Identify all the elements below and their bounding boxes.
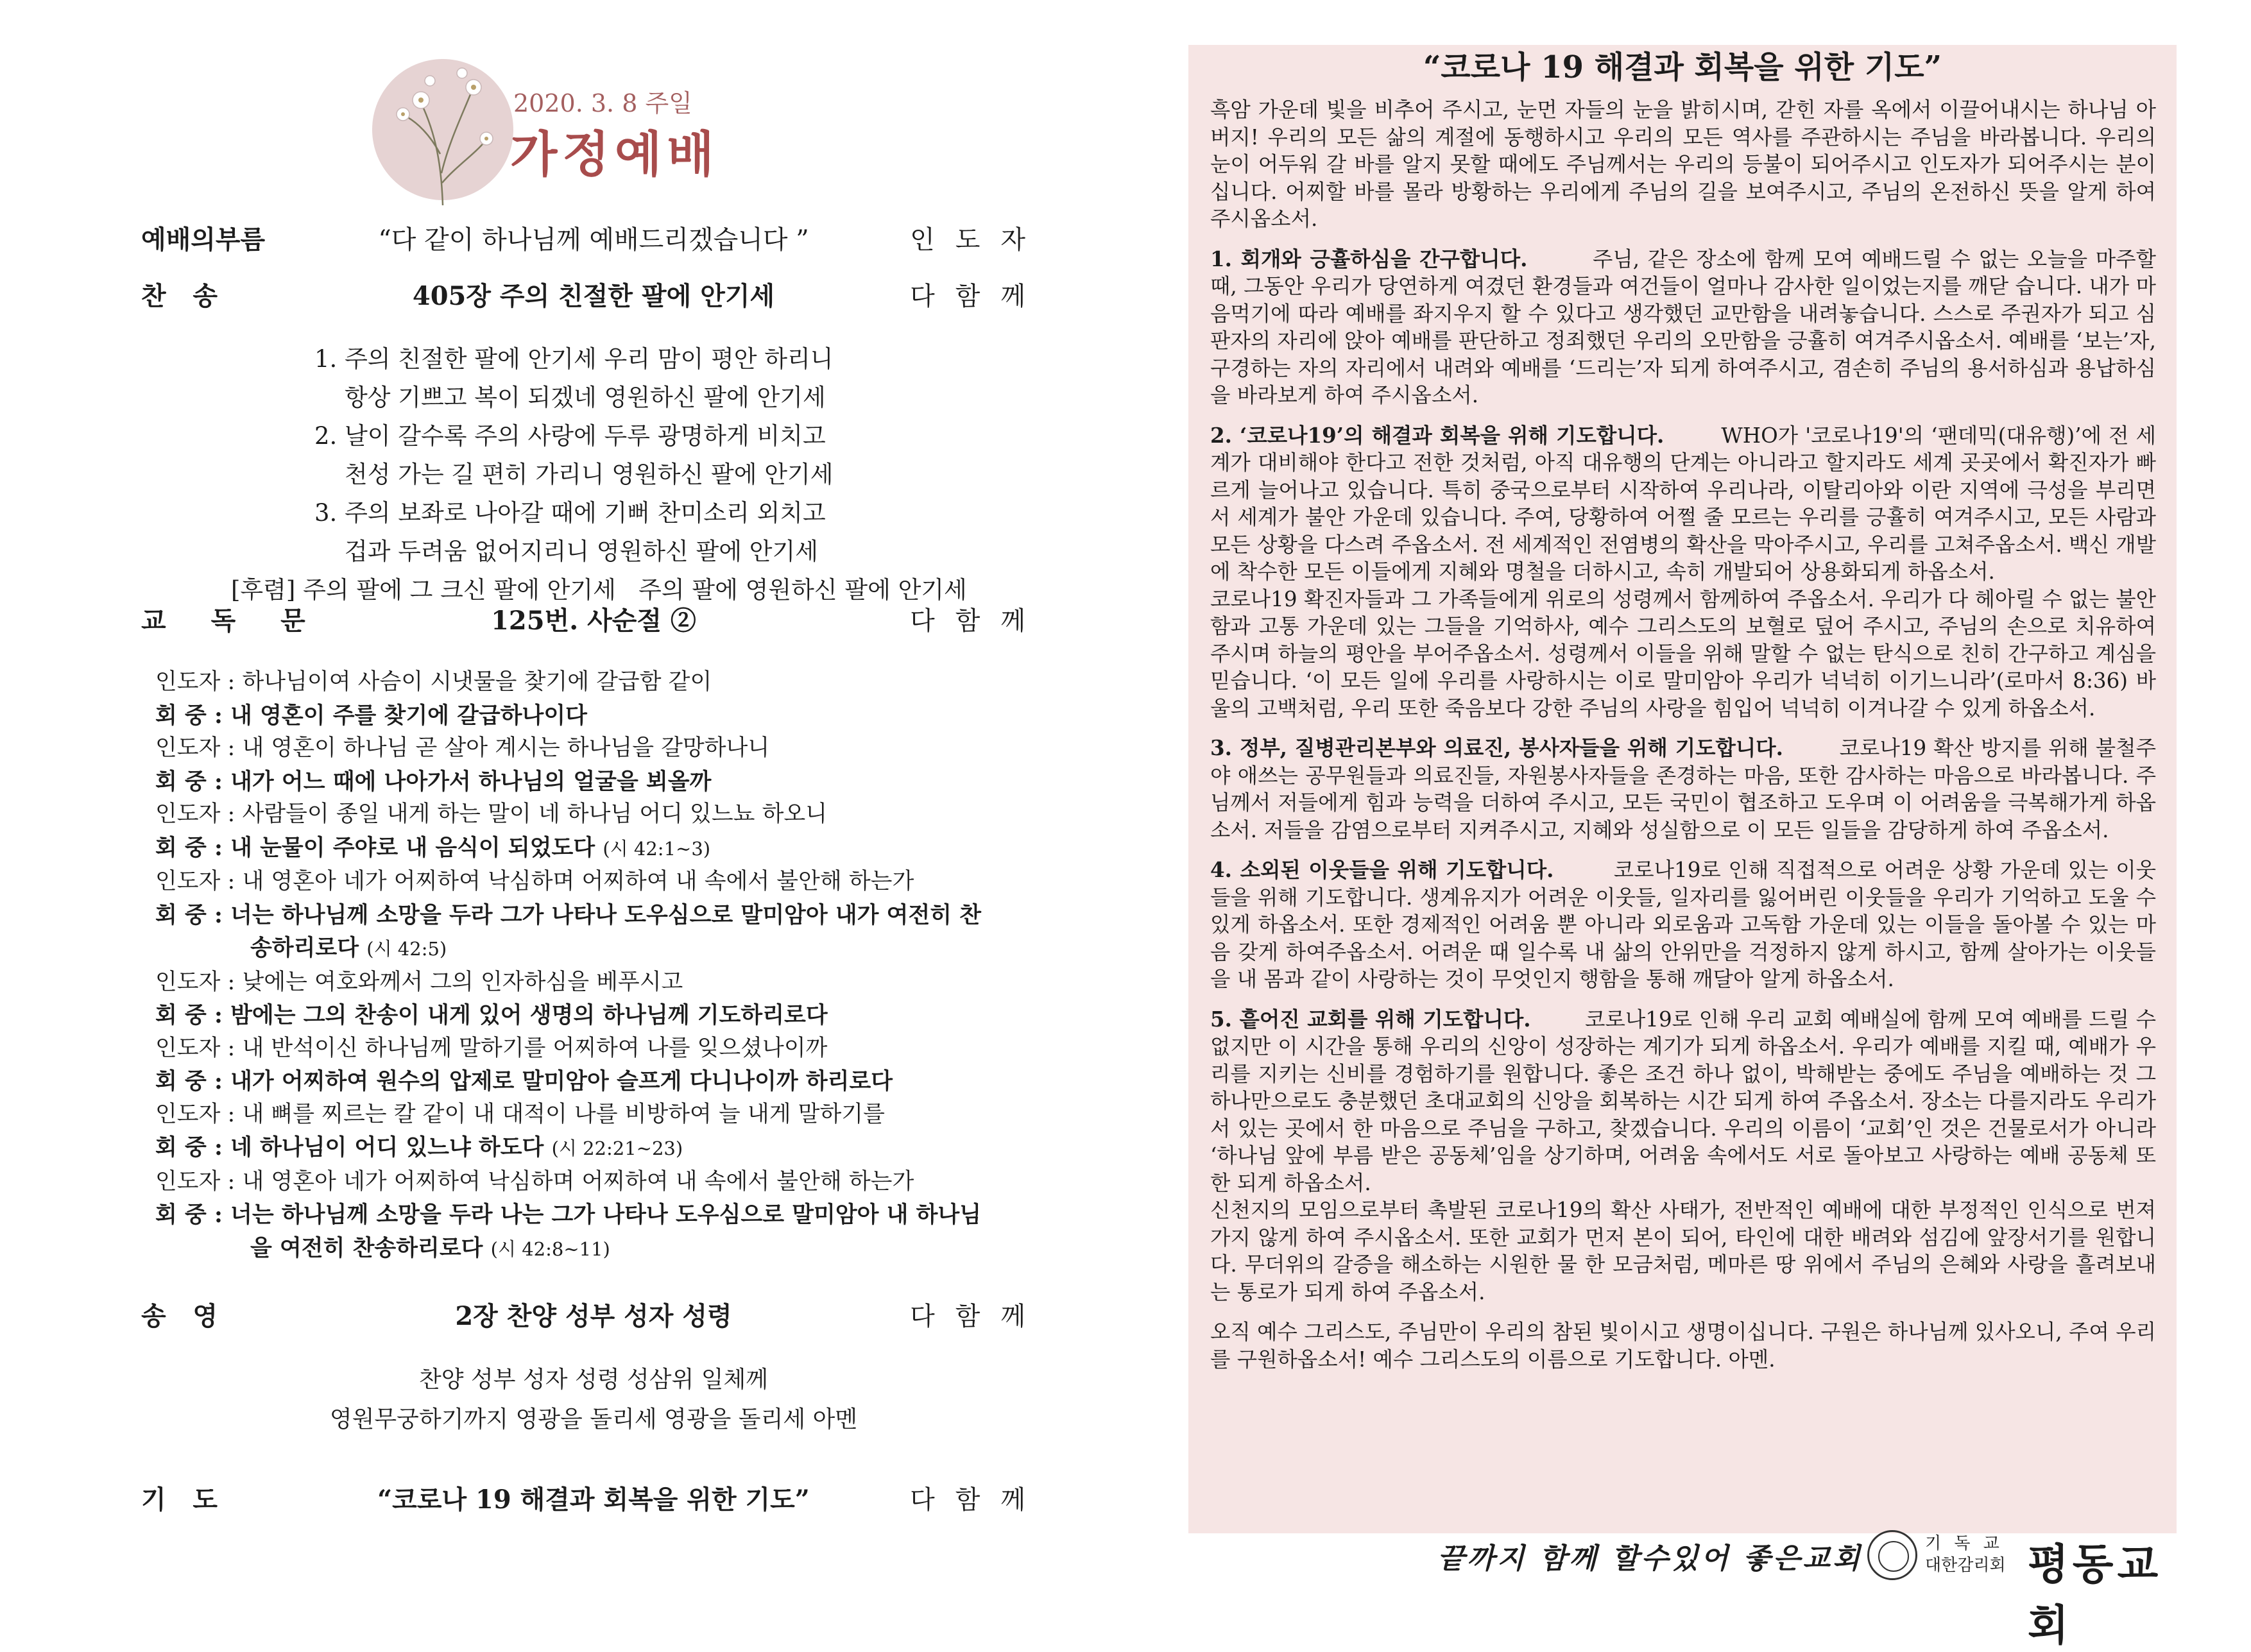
section-heading: 5. 흩어진 교회를 위해 기도합니다. [1210, 1006, 1531, 1032]
reading-text: 인도자 : 내 반석이신 하나님께 말하기를 어찌하여 나를 잊으셨나이까 [155, 1035, 828, 1061]
reading-line-leader [155, 966, 1054, 1000]
section-heading: 2. ‘코로나19’의 해결과 회복을 위해 기도합니다. [1210, 422, 1665, 448]
reading-line-continued [155, 1232, 1054, 1266]
responsive-reading [155, 666, 1054, 1266]
denomination-top: 기 독 교 [1925, 1534, 2003, 1553]
order-row-prayer [141, 1479, 1046, 1518]
prayer-section [1210, 422, 2156, 586]
scripture-ref: (시 42:5) [366, 938, 447, 960]
reading-text: 회 중 : 내가 어느 때에 나아가서 하나님의 얼굴을 뵈올까 [155, 768, 712, 795]
order-content: 125번. 사순절 ② [491, 606, 696, 636]
reading-text: 인도자 : 내 영혼아 네가 어찌하여 낙심하며 어찌하여 내 속에서 불안해 하는가 [155, 1168, 914, 1195]
reading-text: 송하리로다 [250, 935, 359, 961]
service-date: 2020. 3. 8 주일 [513, 89, 692, 117]
reading-line-congregation [155, 831, 1054, 866]
doxology-line: 찬양 성부 성자 성령 성삼위 일체께 [418, 1367, 769, 1393]
section-text: 코로나19로 인해 직접적으로 어려운 상황 가운데 있는 이웃들을 위해 기도합니다. 생계유지가 어려운 이웃들, 일자리를 잃어버린 이웃들을 우리가 기억하고 도울 수 있게 하옵소서. 또한 경제적인 어려움 뿐 아니라 외로움과 고독함 가운데 있는 이들을 돌아볼 수 있는 마음 갖게 하여주옵소서. 어려운 때 일수록 내 삶의 안위만을 걱정하지 않게 하시고, 함께 살아가는 이웃들을 내 몸과 같이 사랑하는 것이 무엇인지 행함을 통해 깨달아 알게 하옵소서. [1210, 858, 2156, 991]
reading-text: 회 중 : 너는 하나님께 소망을 두라 나는 그가 나타나 도우심으로 말미암아 내 하나님 [155, 1202, 982, 1228]
reading-line-leader [155, 1166, 1054, 1199]
reading-text: 회 중 : 내 영혼이 주를 찾기에 갈급하나이다 [155, 702, 587, 729]
section-text: 코로나19로 인해 우리 교회 예배실에 함께 모여 예배를 드릴 수 없지만 이 시간을 통해 우리의 신앙이 성장하는 계기가 되게 하옵소서. 우리가 예배를 지킬 때, 예배가 우리를 지키는 신비를 경험하기를 원합니다. 좋은 조건 하나 없이, 박해받는 중에도 주님을 예배하는 것 그 하나만으로도 충분했던 초대교회의 신앙을 회복하는 시간 되게 하여 주옵소서. 장소는 다를지라도 우리가 서 있는 곳에서 한 마음으로 주님을 구하고, 찾겠습니다. 우리의 이름이 ‘교회’인 것은 건물로서가 아니라 ‘하나님 앞에 부름 받은 공동체’임을 상기하며, 어려움 속에서도 서로 돌아보고 사랑하는 예배 공동체 또한 되게 하옵소서. [1210, 1007, 2156, 1195]
prayer-section [1210, 856, 2156, 993]
reading-text: 인도자 : 내 뼈를 찌르는 칼 같이 내 대적이 나를 비방하여 늘 내게 말하기를 [155, 1101, 885, 1127]
scripture-ref: (시 22:21~23) [551, 1137, 683, 1159]
hymn-line: 2. 날이 갈수록 주의 사랑에 두루 광명하게 비치고 [314, 422, 826, 450]
doxology-line: 영원무궁하기까지 영광을 돌리세 영광을 돌리세 아멘 [329, 1406, 858, 1433]
hymn-chorus: [후렴] 주의 팔에 그 크신 팔에 안기세 주의 팔에 영원하신 팔에 안기세 [231, 576, 967, 604]
order-row-call [141, 219, 1046, 258]
hymn-line: 천성 가는 길 편히 가리니 영원하신 팔에 안기세 [314, 461, 834, 488]
order-label: 교 독 문 [141, 606, 323, 636]
order-label: 예배의부름 [141, 225, 266, 255]
reading-text: 인도자 : 내 영혼이 하나님 곧 살아 계시는 하나님을 갈망하나니 [155, 735, 770, 761]
order-content: 405장 주의 친절한 팔에 안기세 [412, 281, 775, 311]
section-text: 코로나19 확진자들과 그 가족들에게 위로의 성령께서 함께하여 주옵소서. 우리가 다 헤아릴 수 없는 불안함과 고통 가운데 있는 그들을 기억하사, 예수 그리스도의 보혈로 덮어 주시고, 주님의 손으로 치유하여 주시며 하늘의 평안을 부어주옵소서. 성령께서 이들을 위해 말할 수 없는 탄식으로 친히 간구하고 계심을 믿습니다. ‘이 모든 일에 우리를 사랑하시는 이로 말미암아 우리가 넉넉히 이기느니라’(로마서 8:36) 바울의 고백처럼, 우리 또한 죽음보다 강한 주님의 사랑을 힘입어 넉넉히 이겨나갈 수 있게 하옵소서. [1210, 586, 2156, 720]
hymn-line: 3. 주의 보좌로 나아갈 때에 기뻐 찬미소리 외치고 [314, 499, 826, 527]
reading-line-congregation [155, 699, 1054, 733]
order-leader: 다함께 [910, 1485, 1046, 1515]
reading-text: 인도자 : 내 영혼아 네가 어찌하여 낙심하며 어찌하여 내 속에서 불안해 하는가 [155, 869, 914, 894]
reading-line-congregation [155, 765, 1054, 799]
doxology-lyrics [141, 1360, 1046, 1440]
reading-text: 회 중 : 내가 어찌하여 원수의 압제로 말미암아 슬프게 다니나이까 하리로다 [155, 1068, 893, 1094]
hymn-line: 항상 기쁘고 복이 되겠네 영원하신 팔에 안기세 [314, 384, 826, 411]
reading-line-continued [155, 932, 1054, 966]
reading-text: 인도자 : 사람들이 종일 내게 하는 말이 네 하나님 어디 있느뇨 하오니 [155, 801, 828, 827]
reading-line-leader [155, 865, 1054, 899]
order-leader: 다함께 [910, 282, 1046, 311]
prayer-body [1210, 96, 2156, 1386]
hymn-line: 1. 주의 친절한 팔에 안기세 우리 맘이 평안 하리니 [314, 345, 834, 373]
section-text: WHO가 '코로나19'의 ‘팬데믹(대유행)’에 전 세계가 대비해야 한다고 전한 것처럼, 아직 대유행의 단계는 아니라고 할지라도 세계 곳곳에서 확진자가 빠르게 늘어나고 있습니다. 특히 중국으로부터 시작하여 우리나라, 이탈리아와 이란 지역에 극성을 부리면서 세계가 불안 가운데 있습니다. 주여, 당황하여 어쩔 줄 모르는 우리를 긍휼히 여겨주시고, 모든 사람과 모든 상황을 다스려 주옵소서. 전 세계적인 전염병의 확산을 막아주시고, 우리를 고쳐주옵소서. 백신 개발에 착수한 모든 이들에게 지혜와 명철을 더하시고, 속히 개발되어 상용화되게 하옵소서. [1210, 423, 2156, 584]
order-content: “코로나 19 해결과 회복을 위한 기도” [377, 1485, 810, 1515]
worship-order-panel [141, 0, 1046, 1591]
church-slogan: 끝까지 함께 할수있어 좋은교회 [1437, 1542, 1863, 1575]
reading-text: 회 중 : 밤에는 그의 찬송이 내게 있어 생명의 하나님께 기도하리로다 [155, 1002, 828, 1028]
order-row-responsive [141, 600, 1046, 639]
section-heading: 1. 회개와 긍휼하심을 간구합니다. [1210, 246, 1528, 271]
order-row-doxology [141, 1296, 1046, 1334]
section-heading: 3. 정부, 질병관리본부와 의료진, 봉사자들을 위해 기도합니다. [1210, 735, 1783, 760]
order-row-hymn [141, 276, 1046, 314]
reading-text: 인도자 : 하나님이여 사슴이 시냇물을 찾기에 갈급함 같이 [155, 669, 712, 695]
prayer-intro: 흑암 가운데 빛을 비추어 주시고, 눈먼 자들의 눈을 밝히시며, 갇힌 자를 옥에서 이끌어내시는 하나님 아버지! 우리의 모든 삶의 계절에 동행하시고 우리의 모든 역사를 주관하시는 주님을 바라봅니다. 우리의 눈이 어두워 갈 바를 알지 못할 때에도 주님께서는 우리의 등불이 되어주시고 인도자가 되어주시는 분이십니다. 어찌할 바를 몰라 방황하는 우리에게 주님의 길을 보여주시고, 주님의 온전하신 뜻을 알게 하여 주시옵소서. [1210, 98, 2156, 231]
church-footer [1437, 1530, 2175, 1650]
order-leader: 인도자 [910, 225, 1046, 255]
reading-line-congregation [155, 999, 1054, 1032]
church-emblem-icon [1867, 1530, 1917, 1580]
order-label: 송 영 [141, 1301, 218, 1331]
order-leader: 다함께 [910, 1302, 1046, 1331]
denomination-bottom: 대한감리회 [1925, 1556, 2006, 1575]
page-title: 가정예배 [510, 126, 719, 183]
hymn-line: 겁과 두려움 없어지리니 영원하신 팔에 안기세 [314, 538, 818, 565]
order-label: 기 도 [141, 1485, 218, 1515]
reading-text: 인도자 : 낮에는 여호와께서 그의 인자하심을 베푸시고 [155, 969, 683, 995]
reading-text: 회 중 : 너는 하나님께 소망을 두라 그가 나타나 도우심으로 말미암아 내가 여전히 찬 [155, 901, 982, 928]
order-content: 2장 찬양 성부 성자 성령 [455, 1301, 732, 1331]
flower-icon [359, 45, 526, 212]
reading-text: 회 중 : 네 하나님이 어디 있느냐 하도다 [155, 1134, 544, 1161]
section-text: 주님, 같은 장소에 함께 모여 예배드릴 수 없는 오늘을 마주할 때, 그동안 우리가 당연하게 여겼던 환경들과 여건들이 얼마나 감사한 일이었는지를 깨닫 습니다. 내가 마음먹기에 따라 예배를 좌지우지 할 수 있다고 생각했던 교만함을 내려놓습니다. 스스로 주권자가 되고 심판자의 자리에 앉아 예배를 판단하고 정죄했던 우리의 오만함을 긍휼히 여겨주시옵소서. 예배를 ‘보는’자, 구경하는 자의 자리에서 내려와 예배를 ‘드리는’자 되게 하여주시고, 겸손히 주님의 용서하심과 용납하심을 바라보게 하여 주시옵소서. [1210, 246, 2156, 407]
reading-line-congregation [155, 899, 1054, 932]
prayer-section [1210, 735, 2156, 844]
denomination [1925, 1533, 2006, 1576]
order-content: “다 같이 하나님께 예배드리겠습니다 ” [378, 225, 809, 255]
reading-line-congregation [155, 1198, 1054, 1232]
order-leader: 다함께 [910, 606, 1046, 636]
scripture-ref: (시 42:1~3) [603, 837, 711, 860]
section-text: 신천지의 모임으로부터 촉발된 코로나19의 확산 사태가, 전반적인 예배에 대한 부정적인 인식으로 번져가지 않게 하여 주시옵소서. 또한 교회가 먼저 본이 되어, 타인에 대한 배려와 섬김에 앞장서기를 원합니다. 무더위의 갈증을 해소하는 시원한 물 한 모금처럼, 메마른 땅 위에서 주님의 은혜와 사랑을 흘려보내는 통로가 되게 하여 주옵소서. [1210, 1198, 2156, 1304]
scripture-ref: (시 42:8~11) [490, 1238, 610, 1260]
section-heading: 4. 소외된 이웃들을 위해 기도합니다. [1210, 857, 1554, 882]
prayer-title: “코로나 19 해결과 회복을 위한 기도” [1423, 49, 1942, 85]
reading-text: 회 중 : 내 눈물이 주야로 내 음식이 되었도다 [155, 834, 595, 861]
reading-line-leader [155, 1032, 1054, 1066]
prayer-closing: 오직 예수 그리스도, 주님만이 우리의 참된 빛이시고 생명이십니다. 구원은 하나님께 있사오니, 주여 우리를 구원하옵소서! 예수 그리스도의 이름으로 기도합니다. 아멘. [1210, 1320, 2156, 1372]
reading-line-leader [155, 732, 1054, 765]
reading-line-leader [155, 798, 1054, 831]
reading-line-leader [155, 1098, 1054, 1132]
reading-line-leader [155, 666, 1054, 699]
reading-text: 을 여전히 찬송하리로다 [250, 1234, 483, 1261]
church-name: 평동교회 [2028, 1540, 2162, 1650]
prayer-section [1210, 1006, 2156, 1197]
order-label: 찬 송 [141, 281, 218, 311]
section-text: 코로나19 확산 방지를 위해 불철주야 애쓰는 공무원들과 의료진들, 자원봉사자들을 존경하는 마음, 또한 감사하는 마음으로 바라봅니다. 주님께서 저들에게 힘과 능력을 더하여 주시고, 모든 국민이 협조하고 도우며 이 어려움을 극복해가게 하옵소서. 저들을 감염으로부터 지켜주시고, 지혜와 성실함으로 이 모든 일들을 감당하게 하여 주옵소서. [1210, 736, 2156, 842]
prayer-section [1210, 246, 2156, 409]
reading-line-congregation [155, 1131, 1054, 1166]
reading-line-congregation [155, 1065, 1054, 1098]
hymn-lyrics [231, 340, 967, 609]
